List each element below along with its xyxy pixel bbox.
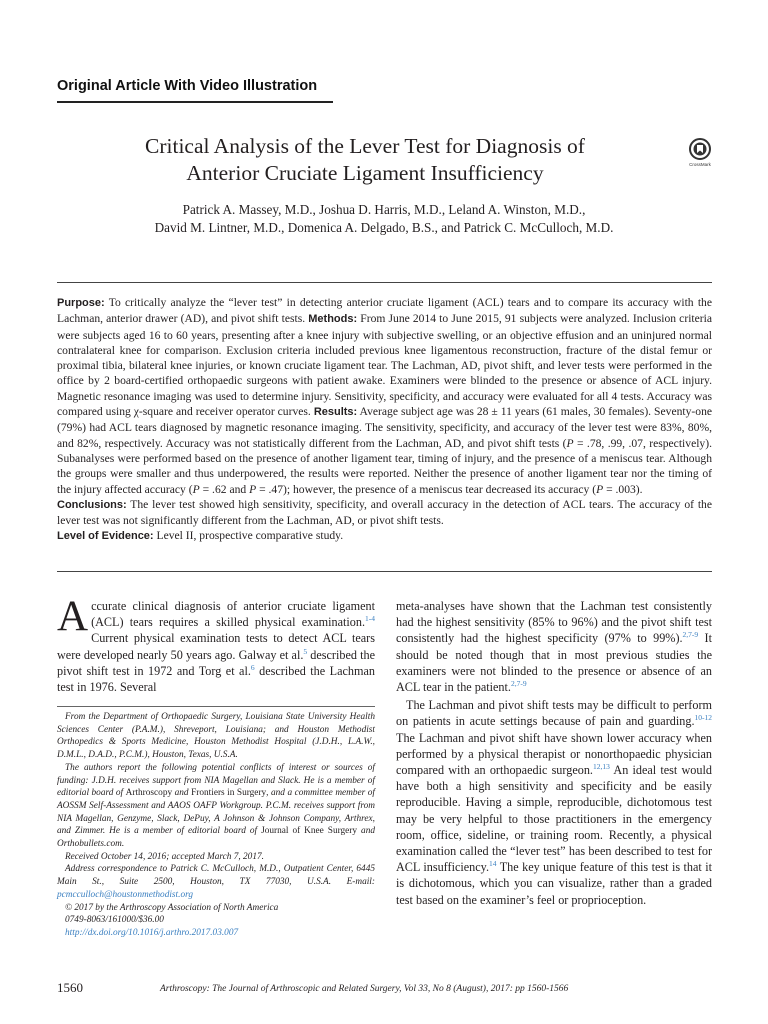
citation-link[interactable]: 1-4 <box>365 614 375 624</box>
body-text: Current physical examination tests to detect ACL tears were developed nearly 50 years ago. Galway et al. <box>57 631 375 662</box>
citation-link[interactable]: 2,7-9 <box>510 678 527 688</box>
received-note: Received October 14, 2016; accepted March 7, 2017. <box>65 851 264 862</box>
journal-name: Arthroscopy <box>125 788 173 799</box>
footnote-text: The authors report the following potential conflicts of interest or sources of funding: J.D.H. receives support from NIA Magellan and Slack. He is a member of editorial board of <box>57 762 375 799</box>
journal-footer: Arthroscopy: The Journal of Arthroscopic and Related Surgery, Vol 33, No 8 (August), 2017: pp 1560-1566 <box>160 984 569 994</box>
journal-name: Journal of Knee Surgery <box>261 826 358 837</box>
conclusions-label: Conclusions: <box>57 498 127 511</box>
article-title <box>80 133 650 187</box>
page-number: 1560 <box>57 980 83 995</box>
p-symbol: P <box>566 436 574 450</box>
email-link[interactable]: pcmcculloch@houstonmethodist.org <box>57 889 194 900</box>
citation-link[interactable]: 10-12 <box>694 713 712 723</box>
citation-link[interactable]: 6 <box>250 662 255 672</box>
author-list <box>70 201 698 237</box>
footnotes <box>57 711 375 940</box>
authors-line-2: David M. Lintner, M.D., Domenica A. Delgado, B.S., and Patrick C. McCulloch, M.D. <box>154 220 614 235</box>
crossmark-icon[interactable] <box>688 138 712 168</box>
purpose-text: To critically analyze the “lever test” in detecting anterior cruciate ligament (ACL) tears and to compare its accuracy with the Lachman, anterior drawer (AD), and pivot shift tests. <box>57 296 712 326</box>
body-paragraph <box>396 598 712 695</box>
abstract <box>57 295 712 545</box>
authors-line-1: Patrick A. Massey, M.D., Joshua D. Harris, M.D., Leland A. Winston, M.D., <box>182 202 586 217</box>
body-text: ccurate clinical diagnosis of anterior cruciate ligament (ACL) tears requires a skilled physical examination. <box>91 599 375 630</box>
footnote-text: and Orthobullets.com. <box>57 826 375 850</box>
p-symbol: P <box>596 482 604 496</box>
body-right-column <box>396 598 712 908</box>
title-line-2: Anterior Cruciate Ligament Insufficiency <box>186 161 544 185</box>
body-text: An ideal test would have both a high sensitivity and specificity and be easily reproducible. Having a simple, reproducible, dichotomous test may be very helpful to those practitioners in the emergency room, office, sideline, or training room. Recently, a physical examination called the “lever test” has been described to test for ACL insufficiency. <box>396 763 712 875</box>
results-text: Average subject age was 28 ± 11 years (61 males, 30 females). Seventy-one (79%) had ACL tears diagnosed by magnetic resonance imaging. The sensitivity, specificity, and accuracy of the lever test were 83%, 80%, and 82%, respectively. Accuracy was not statistically different from the Lachman, AD, and pivot shift tests ( <box>57 405 713 450</box>
results-text: = .003). <box>603 482 643 496</box>
doi-link[interactable]: http://dx.doi.org/10.1016/j.arthro.2017.03.007 <box>65 927 239 938</box>
results-text: = .47); however, the presence of a meniscus tear decreased its accuracy ( <box>256 482 597 496</box>
footnote-rule <box>57 706 375 707</box>
body-text: described the pivot shift test in 1972 and Torg et al. <box>57 647 375 678</box>
citation-link[interactable]: 14 <box>489 859 497 869</box>
title-line-1: Critical Analysis of the Lever Test for Diagnosis of <box>145 134 585 158</box>
section-divider <box>57 101 333 103</box>
conflict-of-interest-note <box>57 762 375 851</box>
footnote-text: Address correspondence to Patrick C. McCulloch, M.D., Outpatient Center, 6445 Main St., Suite 2500, Houston, TX 77030, U.S.A. E-mail: <box>57 864 375 888</box>
results-text: = .78, .99, .07, respectively). Subanalyses were performed based on the presence of another ligament tear, timing of injury, and the presence of a meniscus tear. Although the groups were smaller and thus underpowered, the results were reported. Neither the presence of another ligament tear nor the timing of the injury affected accuracy ( <box>57 436 712 496</box>
body-text: The Lachman and pivot shift tests may be difficult to perform on patients in acute settings because of pain and guarding. <box>396 698 712 729</box>
correspondence-note <box>57 863 375 901</box>
body-text: The key unique feature of this test is that it is dichotomous, which you can visualize, rather than a graded test based on the examiner’s feel or proprioception. <box>396 860 713 907</box>
body-text: meta-analyses have shown that the Lachman test consistently had the highest sensitivity (85% to 96%) and the pivot shift test consistently had the highest specificity (97% to 99%). <box>396 599 712 646</box>
abstract-top-rule <box>57 282 712 283</box>
methods-label: Methods: <box>308 313 358 326</box>
body-text: described the Lachman test in 1976. Several <box>57 663 375 695</box>
crossmark-label: CrossMark <box>689 162 711 167</box>
citation-link[interactable]: 2,7-9 <box>682 630 699 640</box>
abstract-bottom-rule <box>57 571 712 572</box>
level-text: Level II, prospective comparative study. <box>153 529 344 543</box>
results-text: = .62 and <box>199 482 250 496</box>
methods-text: From June 2014 to June 2015, 91 subjects were analyzed. Inclusion criteria were subjects aged 16 to 60 years, presenting after a knee injury with subjective swelling, or an objective effusion and an uninjured normal contralateral knee for comparison. Exclusion criteria included previous knee ligamentous reconstruction, fracture of the distal femur or proximal tibia, bilateral knee injuries, or known cruciate ligament tear. The Lachman, AD, pivot shift, and lever tests were performed in the office by 2 board-certified orthopaedic surgeons with patient awake. Examiners were blinded to the presence or absence of ACL injury. Magnetic resonance imaging was used to determine injury. Sensitivity, specificity, and accuracy were evaluated for all 4 tests. Accuracy was compared using χ-square and receiver operator curves. <box>57 312 713 419</box>
drop-cap: A <box>57 593 89 640</box>
conclusions-text: The lever test showed high sensitivity, specificity, and overall accuracy in the detection of ACL tears. The accuracy of the lever test was not significantly different from the Lachman, AD, or pivot shift tests. <box>57 497 712 528</box>
results-label: Results: <box>313 406 358 419</box>
body-left-column <box>57 593 375 695</box>
affiliation-note: From the Department of Orthopaedic Surgery, Louisiana State University Health Sciences Center (P.A.M.), Shreveport, Louisiana; and Houston Methodist Orthopedics & Sports Medicine, Houston Methodist Hospital (J.D.H., L.A.W., D.M.L., D.A.D., P.C.M.), Houston, Texas, U.S.A. <box>57 712 375 761</box>
issn-note: 0749-8063/161000/$36.00 <box>65 915 164 926</box>
purpose-label: Purpose: <box>57 297 105 309</box>
p-symbol: P <box>249 482 257 496</box>
intro-paragraph <box>57 593 375 695</box>
body-text: The Lachman and pivot shift have shown lower accuracy when performed by a physical therapist or nonorthopaedic physician compared with an orthopaedic surgeon. <box>396 730 712 778</box>
footnote-text: and <box>172 788 192 799</box>
p-symbol: P <box>192 482 200 496</box>
citation-link[interactable]: 5 <box>303 646 308 656</box>
body-text: It should be noted though that in most previous studies the examiners were not blinded to the presence or absence of an ACL tear in the patient. <box>396 631 712 695</box>
journal-name: Frontiers in Surgery <box>191 788 267 799</box>
citation-link[interactable]: 12,13 <box>592 761 610 771</box>
section-label: Original Article With Video Illustration <box>57 78 318 94</box>
copyright-note: © 2017 by the Arthroscopy Association of North America <box>65 902 279 913</box>
level-label: Level of Evidence: <box>57 530 154 543</box>
footnote-text: , and a committee member of AOSSM Self-Assessment and AAOS OAFP Workgroup. P.C.M. receives support from NIA Magellan, Genzyme, Slack, DePuy, A Johnson & Johnson Company, Arthrex, and Zimmer. He is a member of editorial board of <box>57 788 375 837</box>
body-paragraph <box>396 697 712 908</box>
